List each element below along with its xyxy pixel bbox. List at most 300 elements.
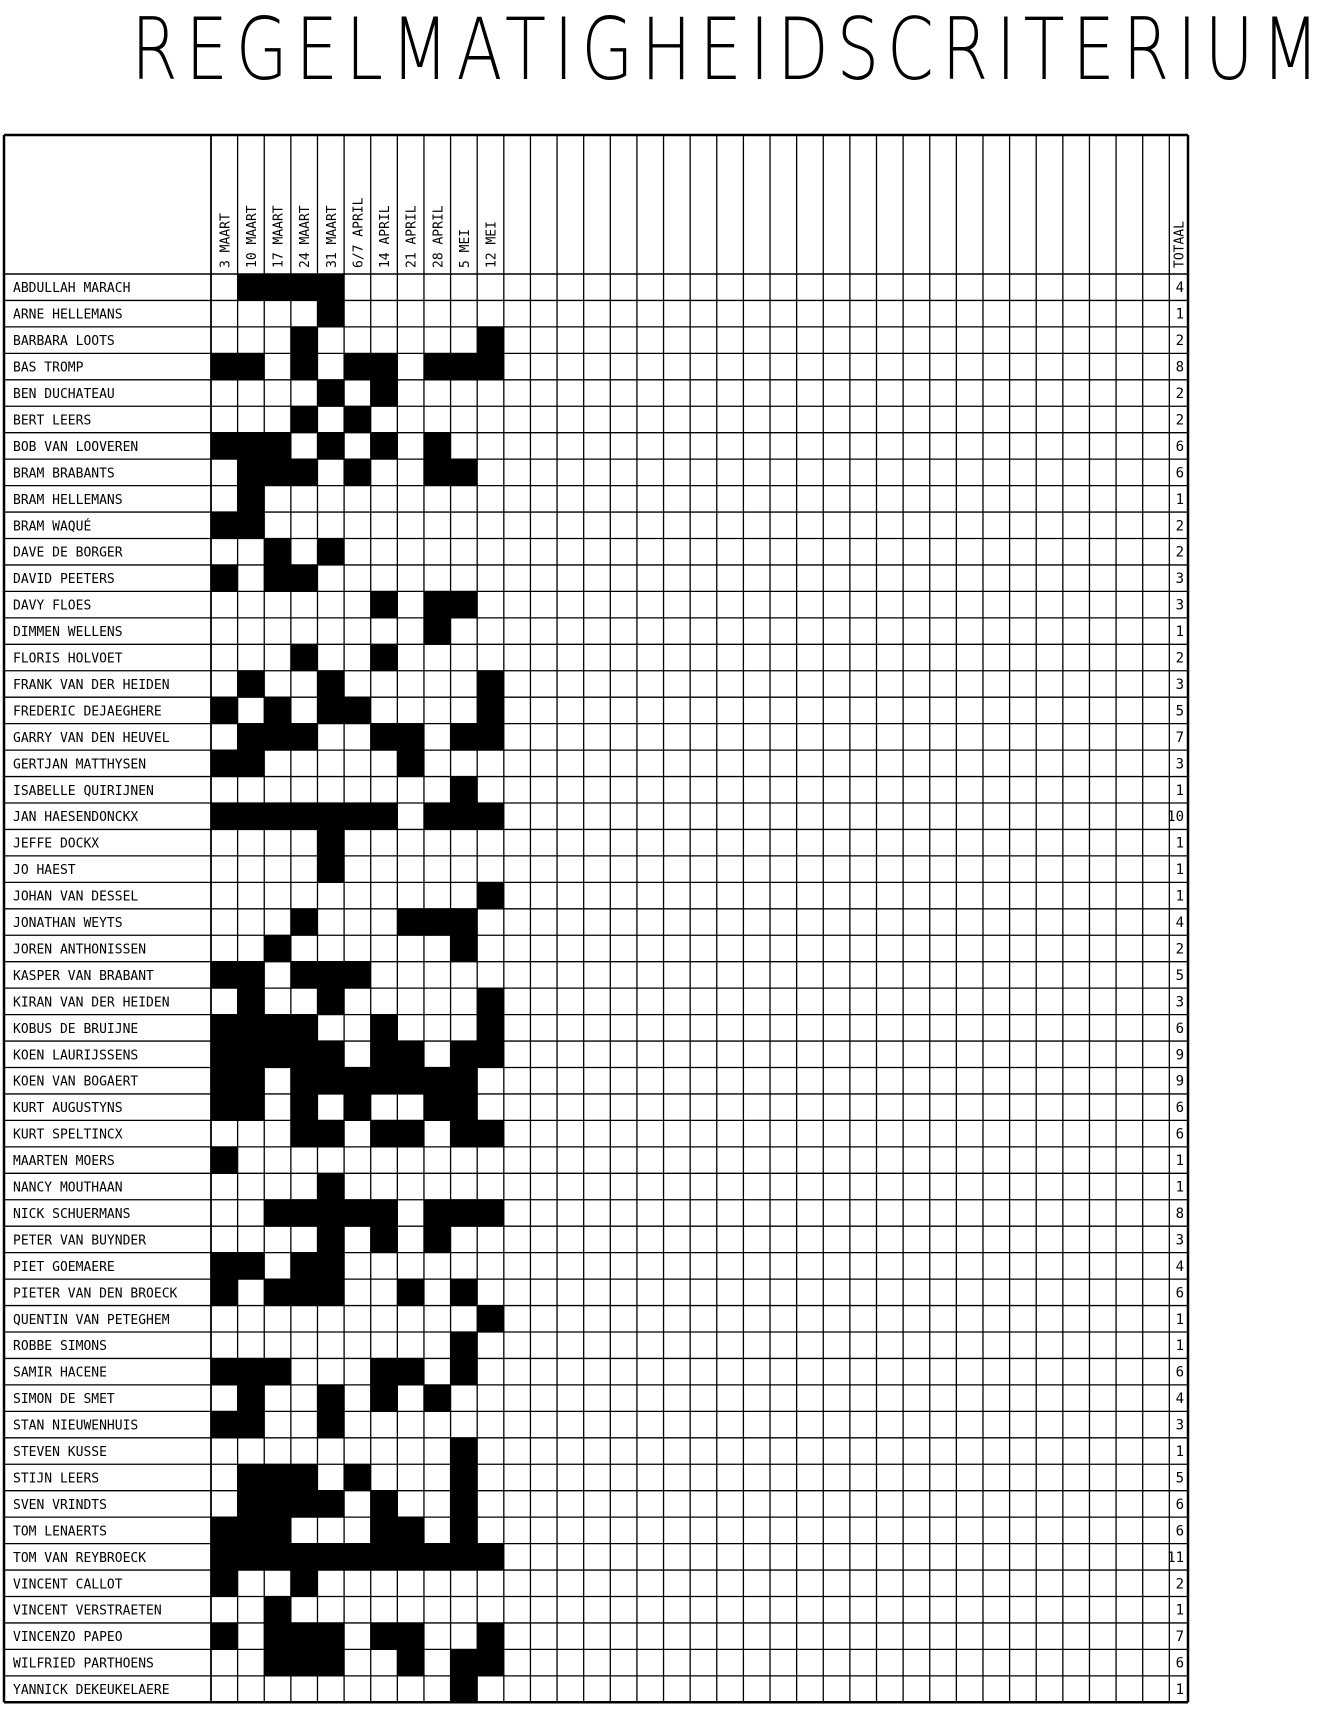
rider-total: 3: [1175, 597, 1184, 614]
attendance-mark: [451, 935, 478, 961]
rider-name: DIMMEN WELLENS: [13, 625, 123, 641]
attendance-mark: [317, 829, 344, 855]
attendance-mark: [451, 1200, 478, 1226]
attendance-mark: [344, 1544, 371, 1570]
attendance-mark: [397, 909, 424, 935]
attendance-mark: [451, 1517, 478, 1543]
attendance-mark: [264, 459, 291, 485]
attendance-mark: [397, 1623, 424, 1649]
attendance-mark: [424, 1544, 451, 1570]
rider-name: JONATHAN WEYTS: [13, 916, 123, 932]
rider-total: 1: [1175, 306, 1184, 323]
rider-name: NICK SCHUERMANS: [13, 1206, 131, 1222]
attendance-mark: [371, 724, 398, 750]
rider-total: 2: [1175, 333, 1184, 350]
attendance-mark: [371, 1385, 398, 1411]
attendance-mark: [451, 724, 478, 750]
rider-total: 6: [1175, 1126, 1184, 1143]
attendance-mark: [291, 327, 318, 353]
attendance-mark: [238, 671, 265, 697]
attendance-mark: [264, 1015, 291, 1041]
rider-total: 5: [1175, 1470, 1184, 1487]
attendance-mark: [451, 1358, 478, 1384]
attendance-mark: [451, 1544, 478, 1570]
attendance-mark: [477, 1200, 504, 1226]
date-header: 5 MEI: [457, 228, 473, 268]
attendance-mark: [424, 1385, 451, 1411]
attendance-mark: [344, 1068, 371, 1094]
attendance-mark: [238, 988, 265, 1014]
rider-name: JEFFE DOCKX: [13, 836, 100, 852]
date-header: 17 MAART: [271, 205, 287, 268]
rider-total: 9: [1175, 1073, 1184, 1090]
rider-name: JAN HAESENDONCKX: [13, 810, 139, 826]
attendance-mark: [424, 803, 451, 829]
attendance-mark: [451, 1676, 478, 1702]
attendance-mark: [238, 433, 265, 459]
attendance-mark: [477, 697, 504, 723]
attendance-mark: [291, 1068, 318, 1094]
attendance-mark: [317, 1649, 344, 1675]
rider-total: 1: [1175, 1338, 1184, 1355]
rider-total: 7: [1175, 729, 1184, 746]
attendance-mark: [264, 1597, 291, 1623]
attendance-mark: [238, 459, 265, 485]
attendance-mark: [264, 1279, 291, 1305]
attendance-mark: [344, 459, 371, 485]
attendance-mark: [211, 565, 238, 591]
rider-name: KASPER VAN BRABANT: [13, 968, 154, 984]
attendance-mark: [477, 988, 504, 1014]
rider-total: 1: [1175, 1179, 1184, 1196]
rider-total: 1: [1175, 1311, 1184, 1328]
rider-name: FREDERIC DEJAEGHERE: [13, 704, 162, 720]
rider-total: 6: [1175, 1496, 1184, 1513]
rider-name: DAVY FLOES: [13, 598, 92, 614]
attendance-mark: [424, 1094, 451, 1120]
rider-name: SIMON DE SMET: [13, 1392, 115, 1408]
rider-name: KOEN VAN BOGAERT: [13, 1074, 139, 1090]
attendance-mark: [344, 1464, 371, 1490]
attendance-mark: [371, 1041, 398, 1067]
attendance-mark: [238, 1544, 265, 1570]
attendance-mark: [238, 274, 265, 300]
attendance-mark: [317, 274, 344, 300]
attendance-mark: [371, 1200, 398, 1226]
attendance-mark: [291, 1544, 318, 1570]
attendance-mark: [238, 1464, 265, 1490]
attendance-mark: [477, 671, 504, 697]
rider-total: 3: [1175, 1417, 1184, 1434]
attendance-mark: [477, 1544, 504, 1570]
attendance-mark: [264, 1200, 291, 1226]
rider-name: BERT LEERS: [13, 413, 92, 429]
rider-name: ABDULLAH MARACH: [13, 281, 131, 297]
attendance-mark: [264, 433, 291, 459]
rider-total: 2: [1175, 941, 1184, 958]
attendance-mark: [211, 697, 238, 723]
attendance-mark: [317, 1173, 344, 1199]
attendance-mark: [451, 1438, 478, 1464]
attendance-mark: [424, 1226, 451, 1252]
attendance-mark: [477, 353, 504, 379]
rider-total: 9: [1175, 1047, 1184, 1064]
attendance-mark: [291, 1279, 318, 1305]
attendance-mark: [424, 1068, 451, 1094]
attendance-mark: [317, 1120, 344, 1146]
rider-name: YANNICK DEKEUKELAERE: [13, 1683, 170, 1699]
attendance-mark: [317, 300, 344, 326]
attendance-mark: [211, 803, 238, 829]
rider-total: 1: [1175, 862, 1184, 879]
attendance-mark: [371, 1226, 398, 1252]
attendance-mark: [238, 724, 265, 750]
attendance-mark: [264, 697, 291, 723]
attendance-mark: [397, 1517, 424, 1543]
attendance-mark: [397, 1279, 424, 1305]
rider-total: 2: [1175, 518, 1184, 535]
attendance-mark: [371, 1491, 398, 1517]
attendance-mark: [264, 935, 291, 961]
rider-total: 2: [1175, 386, 1184, 403]
rider-total: 3: [1175, 1232, 1184, 1249]
attendance-mark: [238, 1385, 265, 1411]
rider-name: DAVE DE BORGER: [13, 545, 123, 561]
attendance-mark: [451, 591, 478, 617]
attendance-mark: [211, 1015, 238, 1041]
attendance-mark: [424, 909, 451, 935]
attendance-mark: [451, 909, 478, 935]
total-header: TOTAAL: [1172, 221, 1188, 268]
rider-total: 4: [1175, 280, 1184, 297]
attendance-mark: [291, 565, 318, 591]
rider-total: 4: [1175, 915, 1184, 932]
rider-total: 8: [1175, 359, 1184, 376]
attendance-mark: [424, 591, 451, 617]
attendance-mark: [451, 1649, 478, 1675]
attendance-mark: [451, 777, 478, 803]
rider-total: 4: [1175, 1258, 1184, 1275]
attendance-mark: [371, 591, 398, 617]
rider-total: 7: [1175, 1629, 1184, 1646]
attendance-mark: [371, 1544, 398, 1570]
attendance-mark: [264, 1358, 291, 1384]
rider-name: PIET GOEMAERE: [13, 1259, 115, 1275]
rider-total: 3: [1175, 571, 1184, 588]
attendance-mark: [451, 459, 478, 485]
date-header: 21 APRIL: [404, 205, 420, 268]
attendance-mark: [371, 353, 398, 379]
attendance-mark: [477, 724, 504, 750]
date-header: 28 APRIL: [431, 205, 447, 268]
attendance-mark: [317, 671, 344, 697]
grid-lines: [4, 135, 1188, 1702]
rider-total: 6: [1175, 1364, 1184, 1381]
attendance-mark: [238, 803, 265, 829]
attendance-mark: [344, 353, 371, 379]
attendance-mark: [238, 1094, 265, 1120]
attendance-mark: [344, 697, 371, 723]
attendance-mark: [477, 803, 504, 829]
rider-total: 8: [1175, 1205, 1184, 1222]
attendance-mark: [424, 1200, 451, 1226]
attendance-mark: [211, 353, 238, 379]
rider-total: 6: [1175, 465, 1184, 482]
attendance-mark: [424, 618, 451, 644]
rider-total: 6: [1175, 1523, 1184, 1540]
rider-name: JOHAN VAN DESSEL: [13, 889, 139, 905]
attendance-mark: [238, 1015, 265, 1041]
date-header: 24 MAART: [298, 205, 314, 268]
attendance-mark: [291, 1015, 318, 1041]
attendance-mark: [477, 1306, 504, 1332]
attendance-mark: [238, 1411, 265, 1437]
attendance-mark: [211, 433, 238, 459]
attendance-mark: [238, 962, 265, 988]
attendance-mark: [317, 962, 344, 988]
attendance-mark: [451, 353, 478, 379]
attendance-mark: [397, 1358, 424, 1384]
attendance-mark: [211, 1068, 238, 1094]
attendance-mark: [264, 1623, 291, 1649]
attendance-mark: [291, 1649, 318, 1675]
date-header: 3 MAART: [218, 213, 234, 268]
attendance-mark: [291, 1120, 318, 1146]
attendance-mark: [238, 1517, 265, 1543]
rider-total: 3: [1175, 676, 1184, 693]
rider-name: VINCENT VERSTRAETEN: [13, 1603, 162, 1619]
attendance-mark: [317, 856, 344, 882]
attendance-mark: [264, 565, 291, 591]
attendance-mark: [397, 1649, 424, 1675]
attendance-mark: [291, 1041, 318, 1067]
rider-name: TOM LENAERTS: [13, 1524, 107, 1540]
attendance-mark: [477, 882, 504, 908]
attendance-mark: [317, 539, 344, 565]
attendance-mark: [238, 1491, 265, 1517]
rider-name: TOM VAN REYBROECK: [13, 1550, 147, 1566]
attendance-mark: [211, 1544, 238, 1570]
rider-name: STIJN LEERS: [13, 1471, 100, 1487]
rider-name: ROBBE SIMONS: [13, 1339, 107, 1355]
attendance-mark: [451, 1491, 478, 1517]
attendance-mark: [451, 1094, 478, 1120]
attendance-mark: [477, 327, 504, 353]
rider-total: 11: [1167, 1549, 1184, 1566]
attendance-mark: [371, 803, 398, 829]
attendance-mark: [238, 1253, 265, 1279]
rider-name: BRAM BRABANTS: [13, 466, 115, 482]
rider-total: 1: [1175, 835, 1184, 852]
attendance-mark: [371, 644, 398, 670]
date-header: 14 APRIL: [378, 205, 394, 268]
rider-total: 2: [1175, 544, 1184, 561]
rider-total: 6: [1175, 1020, 1184, 1037]
rider-total: 6: [1175, 1100, 1184, 1117]
attendance-mark: [317, 1385, 344, 1411]
attendance-mark: [371, 1120, 398, 1146]
attendance-mark: [397, 1068, 424, 1094]
rider-name: KURT AUGUSTYNS: [13, 1101, 123, 1117]
attendance-mark: [344, 962, 371, 988]
attendance-mark: [371, 1623, 398, 1649]
attendance-mark: [291, 909, 318, 935]
rider-name: BOB VAN LOOVEREN: [13, 439, 139, 455]
rider-name: JO HAEST: [13, 863, 76, 879]
attendance-mark: [397, 1120, 424, 1146]
rider-name: KIRAN VAN DER HEIDEN: [13, 995, 170, 1011]
rider-name: MAARTEN MOERS: [13, 1154, 115, 1170]
attendance-mark: [477, 1015, 504, 1041]
attendance-mark: [291, 1094, 318, 1120]
attendance-mark: [211, 1094, 238, 1120]
rider-total: 1: [1175, 1153, 1184, 1170]
attendance-mark: [344, 406, 371, 432]
attendance-mark: [238, 353, 265, 379]
rider-name: KOBUS DE BRUIJNE: [13, 1021, 139, 1037]
attendance-mark: [371, 1015, 398, 1041]
attendance-mark: [291, 1491, 318, 1517]
attendance-mark: [371, 1068, 398, 1094]
attendance-mark: [238, 1041, 265, 1067]
attendance-mark: [477, 1041, 504, 1067]
attendance-mark: [211, 962, 238, 988]
attendance-mark: [317, 1491, 344, 1517]
attendance-mark: [451, 1279, 478, 1305]
rider-name: NANCY MOUTHAAN: [13, 1180, 123, 1196]
attendance-mark: [291, 353, 318, 379]
rider-total: 2: [1175, 1576, 1184, 1593]
attendance-mark: [264, 724, 291, 750]
attendance-mark: [451, 1068, 478, 1094]
rider-name: KOEN LAURIJSSENS: [13, 1048, 139, 1064]
rider-total: 1: [1175, 1682, 1184, 1699]
rider-name: STEVEN KUSSE: [13, 1445, 107, 1461]
rider-name: VINCENZO PAPEO: [13, 1630, 123, 1646]
rider-total: 5: [1175, 703, 1184, 720]
rider-name: BARBARA LOOTS: [13, 334, 115, 350]
attendance-mark: [317, 1544, 344, 1570]
attendance-mark: [238, 1358, 265, 1384]
rider-total: 4: [1175, 1391, 1184, 1408]
attendance-mark: [291, 274, 318, 300]
rider-total: 6: [1175, 438, 1184, 455]
attendance-mark: [291, 459, 318, 485]
rider-total: 1: [1175, 888, 1184, 905]
attendance-mark: [264, 1544, 291, 1570]
attendance-mark: [211, 1570, 238, 1596]
rider-total: 5: [1175, 967, 1184, 984]
attendance-mark: [344, 803, 371, 829]
rider-name: QUENTIN VAN PETEGHEM: [13, 1312, 170, 1328]
attendance-mark: [238, 486, 265, 512]
date-header: 6/7 APRIL: [351, 197, 367, 268]
rider-total: 2: [1175, 412, 1184, 429]
attendance-mark: [344, 1094, 371, 1120]
attendance-mark: [264, 1041, 291, 1067]
attendance-mark: [477, 1623, 504, 1649]
attendance-mark: [238, 512, 265, 538]
attendance-mark: [317, 380, 344, 406]
attendance-mark: [264, 1491, 291, 1517]
attendance-mark: [211, 1253, 238, 1279]
rider-name: BAS TROMP: [13, 360, 84, 376]
date-header: 31 MAART: [324, 205, 340, 268]
rider-name: STAN NIEUWENHUIS: [13, 1418, 139, 1434]
rider-total: 3: [1175, 994, 1184, 1011]
attendance-mark: [371, 380, 398, 406]
attendance-mark: [451, 1332, 478, 1358]
attendance-mark: [424, 433, 451, 459]
attendance-mark: [264, 1649, 291, 1675]
attendance-mark: [291, 1623, 318, 1649]
attendance-mark: [477, 1649, 504, 1675]
rider-total: 1: [1175, 1444, 1184, 1461]
attendance-mark: [317, 1226, 344, 1252]
attendance-mark: [317, 803, 344, 829]
attendance-mark: [264, 803, 291, 829]
attendance-mark: [317, 1411, 344, 1437]
page-title: REGELMATIGHEIDSCRITERIUM: [131, 0, 1327, 100]
attendance-mark: [264, 274, 291, 300]
attendance-mark: [451, 1041, 478, 1067]
attendance-mark: [344, 1200, 371, 1226]
attendance-mark: [477, 1120, 504, 1146]
attendance-mark: [397, 724, 424, 750]
rider-name: BRAM WAQUÉ: [13, 519, 92, 535]
rider-name: PIETER VAN DEN BROECK: [13, 1286, 178, 1302]
attendance-mark: [211, 1358, 238, 1384]
date-header: 10 MAART: [244, 205, 260, 268]
attendance-mark: [211, 1279, 238, 1305]
attendance-mark: [291, 803, 318, 829]
attendance-mark: [451, 803, 478, 829]
attendance-mark: [424, 353, 451, 379]
attendance-mark: [211, 1517, 238, 1543]
rider-name: KURT SPELTINCX: [13, 1127, 123, 1143]
rider-total: 6: [1175, 1655, 1184, 1672]
attendance-mark: [371, 433, 398, 459]
attendance-mark: [317, 697, 344, 723]
attendance-mark: [238, 750, 265, 776]
attendance-mark: [291, 962, 318, 988]
attendance-mark: [264, 1464, 291, 1490]
rider-name: ARNE HELLEMANS: [13, 307, 123, 323]
rider-name: PETER VAN BUYNDER: [13, 1233, 147, 1249]
rider-name: BEN DUCHATEAU: [13, 387, 115, 403]
attendance-mark: [291, 1253, 318, 1279]
rider-name: BRAM HELLEMANS: [13, 492, 123, 508]
attendance-mark: [291, 1464, 318, 1490]
attendance-mark: [264, 1517, 291, 1543]
attendance-mark: [291, 1200, 318, 1226]
attendance-mark: [317, 1041, 344, 1067]
rider-name: GARRY VAN DEN HEUVEL: [13, 730, 170, 746]
rider-total: 1: [1175, 491, 1184, 508]
attendance-mark: [424, 459, 451, 485]
attendance-mark: [291, 724, 318, 750]
attendance-mark: [291, 406, 318, 432]
attendance-mark: [291, 1570, 318, 1596]
attendance-mark: [317, 1200, 344, 1226]
attendance-mark: [264, 539, 291, 565]
rider-name: VINCENT CALLOT: [13, 1577, 123, 1593]
rider-total: 3: [1175, 756, 1184, 773]
rider-name: WILFRIED PARTHOENS: [13, 1656, 154, 1672]
attendance-mark: [371, 1358, 398, 1384]
attendance-mark: [291, 644, 318, 670]
date-header: 12 MEI: [484, 221, 500, 268]
